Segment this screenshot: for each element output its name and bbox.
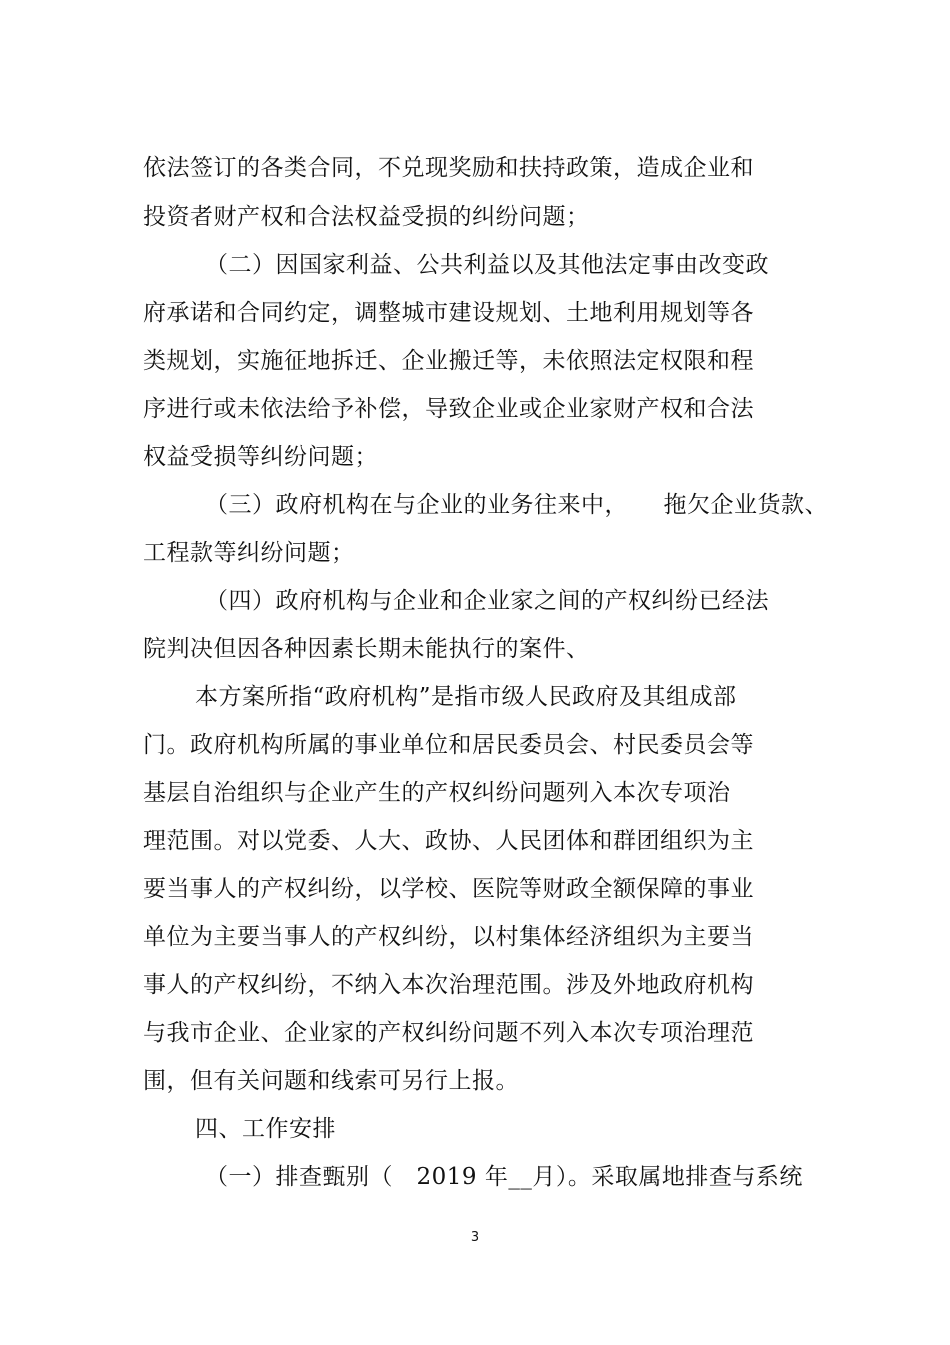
text-line-7: 权益受损等纠纷问题；: [143, 444, 378, 470]
text-line-16: 要当事人的产权纠纷，以学校、医院等财政全额保障的事业: [143, 876, 754, 902]
text-line-4: 府承诺和合同约定，调整城市建设规划、土地利用规划等各: [143, 300, 754, 326]
text-line-11: 院判决但因各种因素长期未能执行的案件、: [143, 636, 590, 662]
text-line-10: （四）政府机构与企业和企业家之间的产权纠纷已经法: [205, 588, 769, 614]
text-line-14: 基层自治组织与企业产生的产权纠纷问题列入本次专项治: [143, 780, 731, 806]
text-line-15: 理范围。对以党委、人大、政协、人民团体和群团组织为主: [143, 828, 754, 854]
text-line-9: 工程款等纠纷问题；: [143, 540, 355, 566]
text-line-22: （一）排查甄别（ 2019 年__月）。采取属地排查与系统: [205, 1164, 803, 1190]
text-line-17: 单位为主要当事人的产权纠纷，以村集体经济组织为主要当: [143, 924, 754, 950]
text-line-2: 投资者财产权和合法权益受损的纠纷问题；: [143, 204, 590, 230]
text-line-8: （三）政府机构在与企业的业务往来中， 拖欠企业货款、: [205, 492, 828, 518]
text-line-18: 事人的产权纠纷，不纳入本次治理范围。涉及外地政府机构: [143, 972, 754, 998]
text-line-5: 类规划，实施征地拆迁、企业搬迁等，未依照法定权限和程: [143, 348, 754, 374]
text-line-6: 序进行或未依法给予补偿，导致企业或企业家财产权和合法: [143, 396, 754, 422]
text-line-19: 与我市企业、企业家的产权纠纷问题不列入本次专项治理范: [143, 1020, 754, 1046]
text-line-13: 门。政府机构所属的事业单位和居民委员会、村民委员会等: [143, 732, 754, 758]
text-line-12: 本方案所指“政府机构”是指市级人民政府及其组成部: [195, 684, 737, 710]
text-line-1: 依法签订的各类合同，不兑现奖励和扶持政策，造成企业和: [143, 155, 754, 181]
text-line-20: 围，但有关问题和线索可另行上报。: [143, 1068, 519, 1094]
text-line-3: （二）因国家利益、公共利益以及其他法定事由改变政: [205, 252, 769, 278]
page-number: 3: [470, 1230, 480, 1245]
section-heading: 四、工作安排: [195, 1116, 336, 1142]
